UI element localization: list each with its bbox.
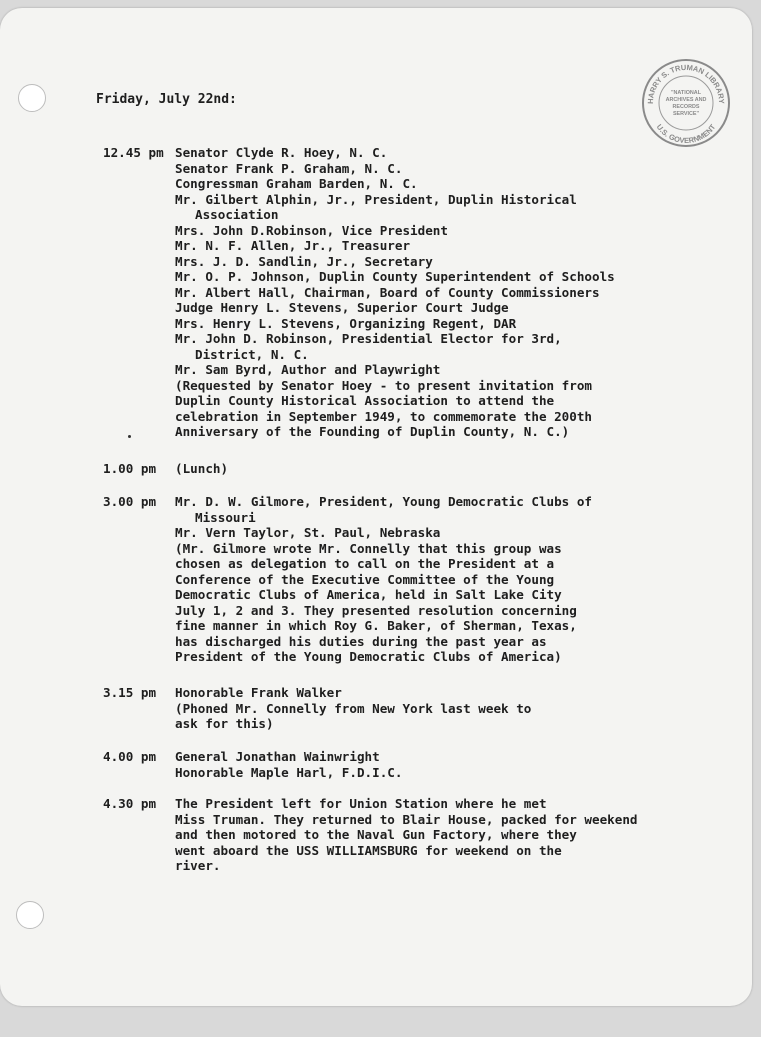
entry-time: 4.30 pm [103,796,157,811]
entry-line: Senator Clyde R. Hoey, N. C. [175,145,388,160]
entry-line: Mrs. John D.Robinson, Vice President [175,222,448,238]
entry-line: President of the Young Democratic Clubs of America) [175,649,562,664]
entry-line: Association [195,207,279,222]
entry-line: Mr. John D. Robinson, Presidential Elector for 3rd, [175,331,562,346]
entry-lines [175,796,695,874]
entry-time: 4.00 pm [103,749,157,764]
entry-line: chosen as delegation to call on the President at a [175,556,555,571]
entry-time: 1.00 pm [103,461,157,476]
entry-line: Mr. O. P. Johnson, Duplin County Superintendent of Schools [175,269,615,284]
entry-lines [175,749,695,780]
punch-hole-bottom [16,901,44,929]
entry-line: Senator Frank P. Graham, N. C. [175,160,403,176]
entry-line: went aboard the USS WILLIAMSBURG for weekend on the [175,842,562,858]
entry-line: Missouri [195,509,256,525]
stamp-center-line: ARCHIVES AND [665,97,707,103]
entry-lines [175,145,695,440]
archive-stamp [641,58,731,148]
stamp-center-line: RECORDS [672,104,700,110]
entry-time: 3.00 pm [103,494,157,509]
entry-line: Mr. Gilbert Alphin, Jr., President, Duplin Historical [175,191,577,207]
entry-lines [175,461,695,477]
svg-text:U.S. GOVERNMENT [655,122,718,145]
entry-line: river. [175,858,221,873]
entry-line: Mr. D. W. Gilmore, President, Young Democratic Clubs of [175,494,593,509]
entry-lines [175,494,695,665]
entry-line: and then motored to the Naval Gun Factory, where they [175,827,577,842]
entry-line: Congressman Graham Barden, N. C. [175,176,418,191]
entry-line: (Lunch) [175,461,229,476]
entry-line: (Mr. Gilmore wrote Mr. Connelly that this group was [175,540,562,556]
entry-line: Miss Truman. They returned to Blair House, packed for weekend [175,811,638,827]
document-page [0,8,752,1006]
margin-mark [128,435,131,438]
entry-line: Anniversary of the Founding of Duplin County, N. C.) [175,424,570,439]
stamp-text-top: HARRY S. TRUMAN LIBRARY [645,62,727,105]
entry-line: fine manner in which Roy G. Baker, of Sherman, Texas, [175,618,577,633]
stamp-text-bottom: U.S. GOVERNMENT [654,122,718,146]
entry-line: has discharged his duties during the past year as [175,633,547,649]
stamp-center-line: SERVICE" [672,111,700,117]
entry-line: Mr. Albert Hall, Chairman, Board of County Commissioners [175,284,600,300]
entry-line: Honorable Frank Walker [175,685,342,700]
stamp-center-line: "NATIONAL [670,90,702,96]
entry-line: General Jonathan Wainwright [175,749,380,764]
entry-line: Democratic Clubs of America, held in Salt Lake City [175,587,562,602]
entry-time: 3.15 pm [103,685,157,700]
entry-line: (Requested by Senator Hoey - to present invitation from [175,377,593,393]
entry-line: District, N. C. [195,346,309,362]
entry-line: July 1, 2 and 3. They presented resolution concerning [175,602,577,618]
entry-line: (Phoned Mr. Connelly from New York last week to [175,700,532,716]
entry-line: Mr. N. F. Allen, Jr., Treasurer [175,238,411,253]
punch-hole-top [18,84,46,112]
entry-line: Mr. Sam Byrd, Author and Playwright [175,362,441,377]
entry-line: Mrs. J. D. Sandlin, Jr., Secretary [175,253,433,269]
entry-lines [175,685,695,732]
entry-line: The President left for Union Station where he met [175,796,547,811]
entry-time: 12.45 pm [103,145,164,160]
entry-line: Mr. Vern Taylor, St. Paul, Nebraska [175,525,441,540]
entry-line: celebration in September 1949, to commemorate the 200th [175,408,593,424]
entry-line: ask for this) [175,716,274,731]
page-heading: Friday, July 22nd: [96,92,237,107]
entry-line: Duplin County Historical Association to attend the [175,393,555,408]
entry-line: Conference of the Executive Committee of the Young [175,571,555,587]
entry-line: Judge Henry L. Stevens, Superior Court Judge [175,300,509,315]
entry-line: Mrs. Henry L. Stevens, Organizing Regent, DAR [175,315,517,331]
entry-line: Honorable Maple Harl, F.D.I.C. [175,764,403,780]
